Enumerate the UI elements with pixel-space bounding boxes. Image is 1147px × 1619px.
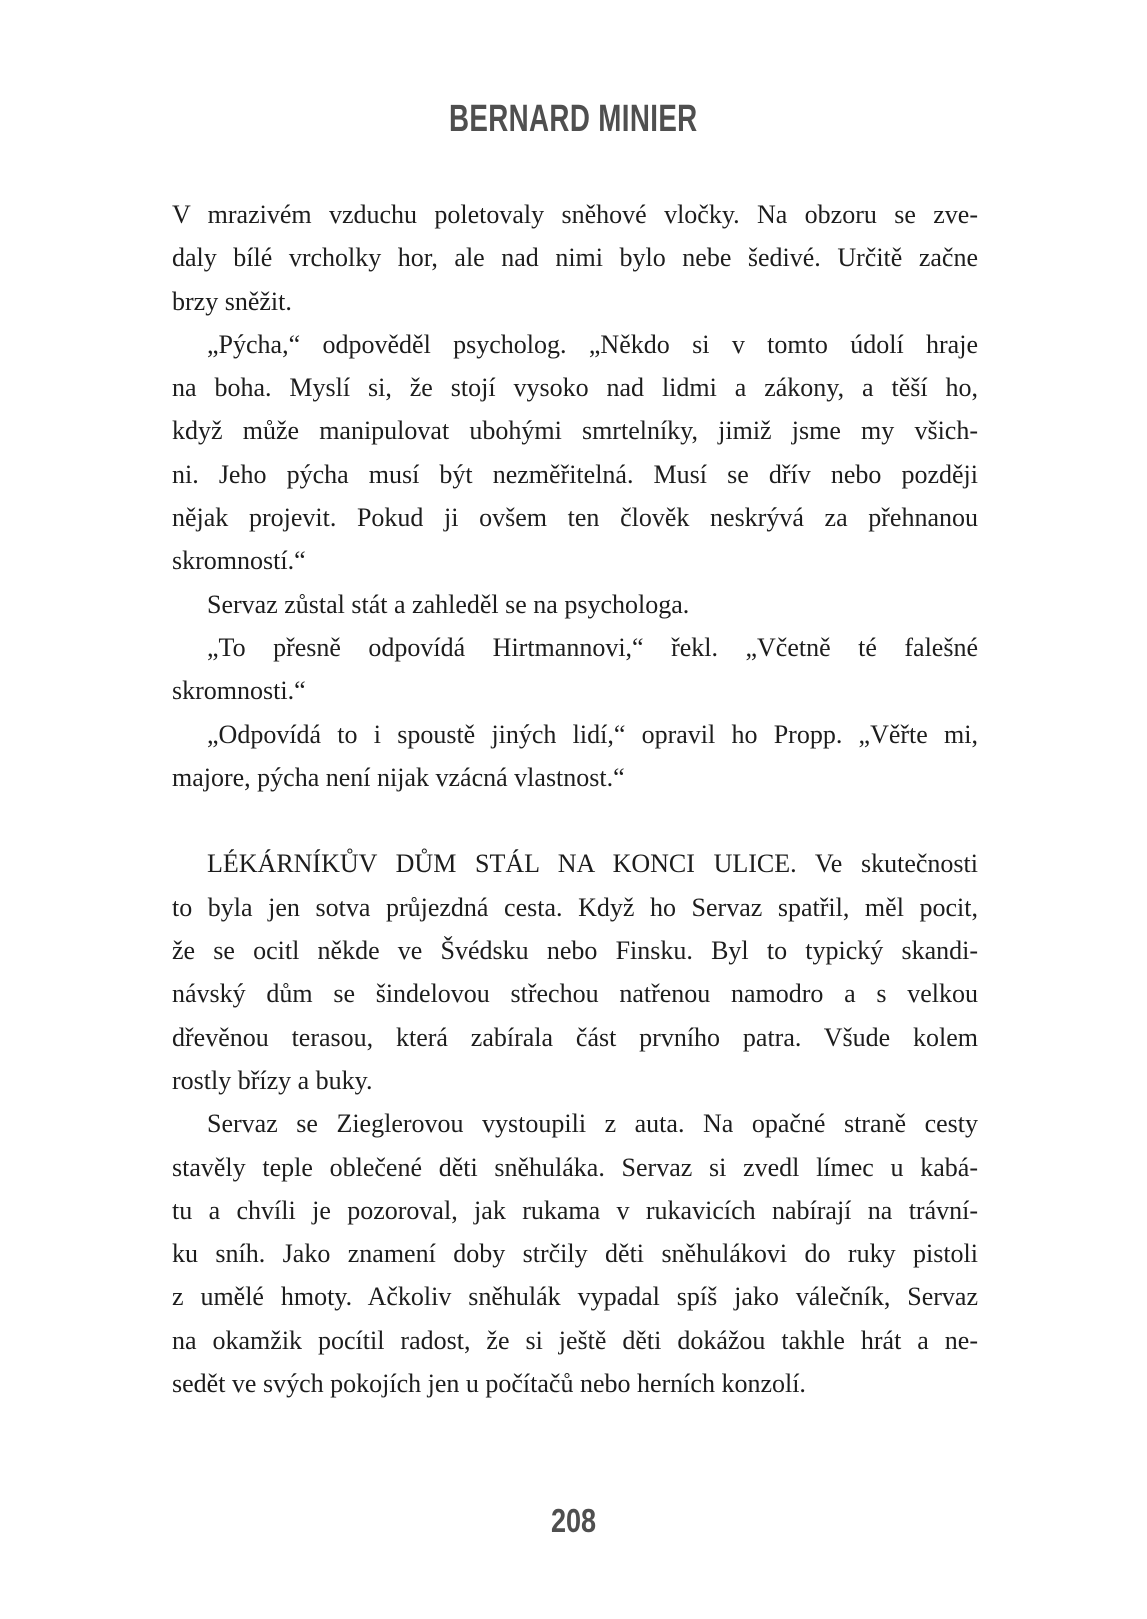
text-line: brzy sněžit. bbox=[172, 286, 292, 316]
text-line: skromnosti.“ bbox=[172, 676, 306, 706]
text-line: „To přesně odpovídá Hirtmannovi,“ řekl. „Včetně té falešné bbox=[207, 632, 978, 662]
text-line: rostly břízy a buky. bbox=[172, 1065, 373, 1095]
paragraph bbox=[172, 193, 978, 323]
text-line: tu a chvíli je pozoroval, jak rukama v rukavicích nabírají na trávní- bbox=[172, 1195, 978, 1225]
paragraph bbox=[172, 713, 978, 800]
paragraph bbox=[172, 626, 978, 713]
text-line: stavěly teple oblečené děti sněhuláka. Servaz si zvedl límec u kabá- bbox=[172, 1152, 978, 1182]
text-line: ni. Jeho pýcha musí být nezměřitelná. Musí se dřív nebo později bbox=[172, 459, 978, 489]
paragraph bbox=[172, 323, 978, 583]
text-line: „Odpovídá to i spoustě jiných lidí,“ opravil ho Propp. „Věřte mi, bbox=[207, 719, 978, 749]
text-line: to byla jen sotva průjezdná cesta. Když ho Servaz spatřil, měl pocit, bbox=[172, 892, 978, 922]
paragraph bbox=[172, 1102, 978, 1405]
text-line: že se ocitl někde ve Švédsku nebo Finsku. Byl to typický skandi- bbox=[172, 936, 978, 966]
text-line: Servaz se Zieglerovou vystoupili z auta. Na opačné straně cesty bbox=[207, 1109, 978, 1139]
text-line: z umělé hmoty. Ačkoliv sněhulák vypadal spíš jako válečník, Servaz bbox=[172, 1282, 978, 1312]
text-line: návský dům se šindelovou střechou natřenou namodro a s velkou bbox=[172, 979, 978, 1009]
page-number-area bbox=[0, 1501, 1147, 1548]
text-line: na boha. Myslí si, že stojí vysoko nad lidmi a zákony, a těší ho, bbox=[172, 373, 978, 403]
text-line: LÉKÁRNÍKŮV DŮM STÁL NA KONCI ULICE. Ve skutečnosti bbox=[207, 849, 978, 879]
text-line: sedět ve svých pokojích jen u počítačů nebo herních konzolí. bbox=[172, 1369, 806, 1399]
text-line: na okamžik pocítil radost, že si ještě děti dokážou takhle hrát a ne- bbox=[172, 1325, 978, 1355]
paragraph bbox=[172, 842, 978, 1102]
text-block bbox=[172, 193, 978, 1405]
paragraph bbox=[172, 583, 978, 626]
text-line: ku sníh. Jako znamení doby strčily děti sněhulákovi do ruky pistoli bbox=[172, 1239, 978, 1269]
text-line: V mrazivém vzduchu poletovaly sněhové vločky. Na obzoru se zve- bbox=[172, 200, 978, 229]
text-line: Servaz zůstal stát a zahleděl se na psychologa. bbox=[207, 589, 690, 619]
text-line: když může manipulovat ubohými smrtelníky, jimiž jsme my všich- bbox=[172, 416, 978, 446]
text-line: nějak projevit. Pokud ji ovšem ten člověk neskrývá za přehnanou bbox=[172, 503, 978, 533]
text-line: dřevěnou terasou, která zabírala část prvního patra. Všude kolem bbox=[172, 1022, 978, 1052]
text-line: „Pýcha,“ odpověděl psycholog. „Někdo si v tomto údolí hraje bbox=[207, 329, 978, 359]
page-number: 208 bbox=[550, 1502, 597, 1539]
text-line: daly bílé vrcholky hor, ale nad nimi bylo nebe šedivé. Určitě začne bbox=[172, 243, 978, 273]
text-line: majore, pýcha není nijak vzácná vlastnost.“ bbox=[172, 762, 625, 792]
text-line: skromností.“ bbox=[172, 546, 306, 576]
running-head bbox=[0, 97, 1147, 149]
author-name: BERNARD MINIER bbox=[449, 98, 698, 140]
